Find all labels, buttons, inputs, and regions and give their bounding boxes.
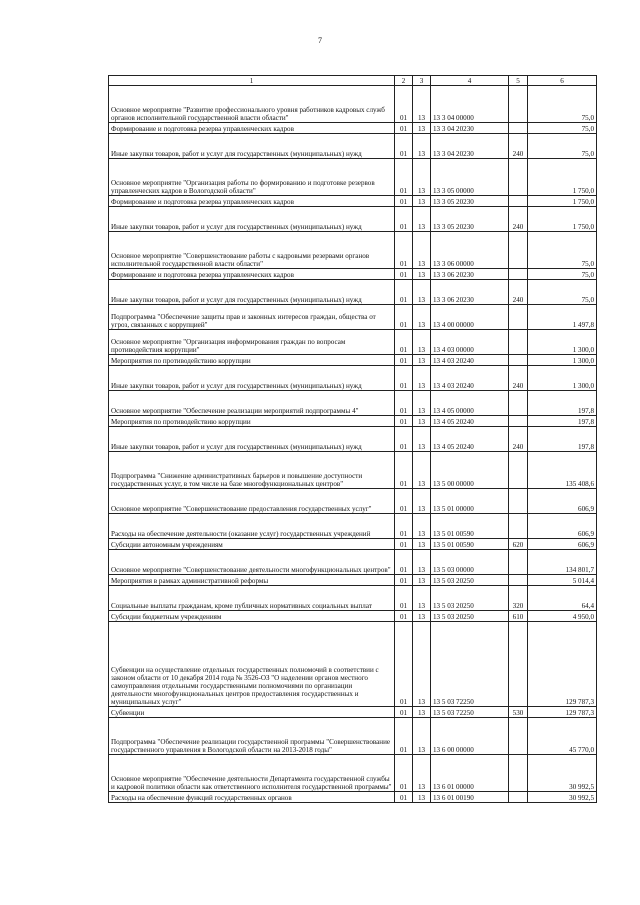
row-name: Иные закупки товаров, работ и услуг для государственных (муниципальных) нужд bbox=[109, 207, 395, 232]
row-name: Субвенции bbox=[109, 707, 395, 718]
row-section-code: 01 bbox=[395, 452, 413, 489]
row-subsection-code: 13 bbox=[413, 514, 431, 539]
row-expense-type bbox=[509, 489, 528, 514]
row-expense-type bbox=[509, 575, 528, 586]
row-section-code: 01 bbox=[395, 755, 413, 792]
row-subsection-code: 13 bbox=[413, 575, 431, 586]
row-subsection-code: 13 bbox=[413, 489, 431, 514]
row-target-article: 13 5 01 00590 bbox=[431, 514, 509, 539]
row-name: Основное мероприятие "Организация информирования граждан по вопросам противодействия коррупции" bbox=[109, 330, 395, 355]
row-name: Основное мероприятие "Обеспечение реализации мероприятий подпрограммы 4" bbox=[109, 391, 395, 416]
row-amount: 75,0 bbox=[528, 123, 597, 134]
row-section-code: 01 bbox=[395, 134, 413, 159]
row-amount: 1 300,0 bbox=[528, 366, 597, 391]
row-target-article: 13 3 04 00000 bbox=[431, 86, 509, 123]
row-subsection-code: 13 bbox=[413, 232, 431, 269]
row-expense-type bbox=[509, 86, 528, 123]
row-name: Подпрограмма "Обеспечение защиты прав и законных интересов граждан, общества от угроз, связанных с коррупцией" bbox=[109, 305, 395, 330]
table-row bbox=[109, 427, 597, 452]
row-name: Формирование и подготовка резерва управленческих кадров bbox=[109, 196, 395, 207]
row-subsection-code: 13 bbox=[413, 207, 431, 232]
row-target-article: 13 3 05 00000 bbox=[431, 159, 509, 196]
row-subsection-code: 13 bbox=[413, 159, 431, 196]
row-amount: 606,9 bbox=[528, 539, 597, 550]
row-target-article: 13 6 00 00000 bbox=[431, 718, 509, 755]
row-amount: 4 950,0 bbox=[528, 611, 597, 622]
table-row bbox=[109, 575, 597, 586]
row-expense-type bbox=[509, 196, 528, 207]
table-row bbox=[109, 755, 597, 792]
row-expense-type bbox=[509, 159, 528, 196]
table-row bbox=[109, 269, 597, 280]
table-row bbox=[109, 586, 597, 611]
row-section-code: 01 bbox=[395, 707, 413, 718]
table-row bbox=[109, 196, 597, 207]
row-expense-type bbox=[509, 792, 528, 803]
row-name: Субвенции на осуществление отдельных государственных полномочий в соответствии с законом области от 10 декабря 2014 года № 3526-ОЗ "О наделении органов местного самоуправления отдельными государственными полномочиями по организации деятельности многофункциональных центров предоставления государственных и муниципальных услуг" bbox=[109, 622, 395, 707]
row-name: Иные закупки товаров, работ и услуг для государственных (муниципальных) нужд bbox=[109, 366, 395, 391]
budget-table bbox=[108, 75, 597, 803]
row-amount: 197,8 bbox=[528, 416, 597, 427]
row-expense-type bbox=[509, 622, 528, 707]
row-subsection-code: 13 bbox=[413, 611, 431, 622]
row-section-code: 01 bbox=[395, 366, 413, 391]
row-expense-type bbox=[509, 755, 528, 792]
row-section-code: 01 bbox=[395, 123, 413, 134]
row-amount: 606,9 bbox=[528, 514, 597, 539]
row-subsection-code: 13 bbox=[413, 792, 431, 803]
row-name: Основное мероприятие "Совершенствование работы с кадровыми резервами органов исполнительной государственной власти области" bbox=[109, 232, 395, 269]
row-name: Формирование и подготовка резерва управленческих кадров bbox=[109, 269, 395, 280]
row-expense-type bbox=[509, 355, 528, 366]
row-expense-type bbox=[509, 123, 528, 134]
row-subsection-code: 13 bbox=[413, 86, 431, 123]
row-target-article: 13 5 03 20250 bbox=[431, 611, 509, 622]
row-name: Мероприятия по противодействию коррупции bbox=[109, 416, 395, 427]
row-amount: 606,9 bbox=[528, 489, 597, 514]
row-name: Иные закупки товаров, работ и услуг для государственных (муниципальных) нужд bbox=[109, 280, 395, 305]
row-target-article: 13 3 06 20230 bbox=[431, 269, 509, 280]
row-subsection-code: 13 bbox=[413, 707, 431, 718]
row-section-code: 01 bbox=[395, 539, 413, 550]
row-amount: 1 750,0 bbox=[528, 196, 597, 207]
row-subsection-code: 13 bbox=[413, 550, 431, 575]
row-name: Иные закупки товаров, работ и услуг для государственных (муниципальных) нужд bbox=[109, 427, 395, 452]
row-section-code: 01 bbox=[395, 550, 413, 575]
row-amount: 1 750,0 bbox=[528, 159, 597, 196]
row-subsection-code: 13 bbox=[413, 134, 431, 159]
row-section-code: 01 bbox=[395, 611, 413, 622]
row-target-article: 13 4 00 00000 bbox=[431, 305, 509, 330]
row-target-article: 13 5 01 00000 bbox=[431, 489, 509, 514]
header-col-2: 2 bbox=[395, 76, 413, 86]
row-section-code: 01 bbox=[395, 269, 413, 280]
row-target-article: 13 6 01 00190 bbox=[431, 792, 509, 803]
row-section-code: 01 bbox=[395, 305, 413, 330]
row-subsection-code: 13 bbox=[413, 391, 431, 416]
table-row bbox=[109, 232, 597, 269]
row-name: Мероприятия по противодействию коррупции bbox=[109, 355, 395, 366]
row-expense-type bbox=[509, 330, 528, 355]
row-subsection-code: 13 bbox=[413, 586, 431, 611]
row-name: Субсидии бюджетным учреждениям bbox=[109, 611, 395, 622]
row-target-article: 13 4 03 20240 bbox=[431, 366, 509, 391]
row-target-article: 13 6 01 00000 bbox=[431, 755, 509, 792]
table-row bbox=[109, 123, 597, 134]
table-row bbox=[109, 86, 597, 123]
row-amount: 1 300,0 bbox=[528, 355, 597, 366]
row-amount: 64,4 bbox=[528, 586, 597, 611]
table-row bbox=[109, 207, 597, 232]
row-name: Подпрограмма "Снижение административных барьеров и повышение доступности государственных услуг, в том числе на базе многофункциональных центров" bbox=[109, 452, 395, 489]
row-section-code: 01 bbox=[395, 489, 413, 514]
row-subsection-code: 13 bbox=[413, 196, 431, 207]
row-target-article: 13 4 05 20240 bbox=[431, 416, 509, 427]
row-expense-type bbox=[509, 305, 528, 330]
row-name: Основное мероприятие "Организация работы по формированию и подготовке резервов управленческих кадров в Вологодской области" bbox=[109, 159, 395, 196]
row-amount: 75,0 bbox=[528, 280, 597, 305]
table-row bbox=[109, 159, 597, 196]
row-target-article: 13 5 00 00000 bbox=[431, 452, 509, 489]
row-expense-type: 620 bbox=[509, 539, 528, 550]
row-section-code: 01 bbox=[395, 586, 413, 611]
row-expense-type: 320 bbox=[509, 586, 528, 611]
row-target-article: 13 4 05 20240 bbox=[431, 427, 509, 452]
row-expense-type bbox=[509, 269, 528, 280]
row-amount: 30 992,5 bbox=[528, 755, 597, 792]
row-target-article: 13 3 04 20230 bbox=[431, 123, 509, 134]
table-row bbox=[109, 707, 597, 718]
table-row bbox=[109, 622, 597, 707]
row-expense-type bbox=[509, 452, 528, 489]
row-section-code: 01 bbox=[395, 514, 413, 539]
row-subsection-code: 13 bbox=[413, 269, 431, 280]
row-subsection-code: 13 bbox=[413, 622, 431, 707]
row-target-article: 13 5 03 20250 bbox=[431, 586, 509, 611]
row-section-code: 01 bbox=[395, 622, 413, 707]
page-number: 7 bbox=[318, 36, 322, 45]
row-amount: 1 750,0 bbox=[528, 207, 597, 232]
row-target-article: 13 3 04 20230 bbox=[431, 134, 509, 159]
table-row bbox=[109, 391, 597, 416]
row-amount: 75,0 bbox=[528, 232, 597, 269]
row-expense-type: 240 bbox=[509, 366, 528, 391]
row-amount: 1 300,0 bbox=[528, 330, 597, 355]
row-name: Основное мероприятие "Обеспечение деятельности Департамента государственной службы и кадровой политики области как ответственного исполнителя государственной программы" bbox=[109, 755, 395, 792]
row-section-code: 01 bbox=[395, 416, 413, 427]
row-expense-type: 240 bbox=[509, 207, 528, 232]
table-row bbox=[109, 330, 597, 355]
table-row bbox=[109, 611, 597, 622]
row-section-code: 01 bbox=[395, 86, 413, 123]
row-name: Расходы на обеспечение деятельности (оказание услуг) государственных учреждений bbox=[109, 514, 395, 539]
row-section-code: 01 bbox=[395, 207, 413, 232]
row-name: Основное мероприятие "Совершенствование деятельности многофункциональных центров" bbox=[109, 550, 395, 575]
header-col-4: 4 bbox=[431, 76, 509, 86]
row-amount: 5 014,4 bbox=[528, 575, 597, 586]
row-section-code: 01 bbox=[395, 792, 413, 803]
table-row bbox=[109, 550, 597, 575]
row-subsection-code: 13 bbox=[413, 755, 431, 792]
table-row bbox=[109, 305, 597, 330]
row-amount: 1 497,8 bbox=[528, 305, 597, 330]
row-subsection-code: 13 bbox=[413, 416, 431, 427]
row-amount: 197,8 bbox=[528, 427, 597, 452]
row-amount: 75,0 bbox=[528, 134, 597, 159]
row-expense-type: 610 bbox=[509, 611, 528, 622]
row-subsection-code: 13 bbox=[413, 452, 431, 489]
row-name: Субсидии автономным учреждениям bbox=[109, 539, 395, 550]
row-amount: 45 770,0 bbox=[528, 718, 597, 755]
row-section-code: 01 bbox=[395, 427, 413, 452]
table-header bbox=[109, 76, 597, 86]
row-name: Основное мероприятие "Совершенствование предоставления государственных услуг" bbox=[109, 489, 395, 514]
row-expense-type bbox=[509, 514, 528, 539]
row-target-article: 13 5 03 72250 bbox=[431, 622, 509, 707]
row-subsection-code: 13 bbox=[413, 280, 431, 305]
row-name: Иные закупки товаров, работ и услуг для государственных (муниципальных) нужд bbox=[109, 134, 395, 159]
row-expense-type bbox=[509, 416, 528, 427]
row-name: Расходы на обеспечение функций государственных органов bbox=[109, 792, 395, 803]
table-row bbox=[109, 366, 597, 391]
row-expense-type: 530 bbox=[509, 707, 528, 718]
table-row bbox=[109, 280, 597, 305]
row-subsection-code: 13 bbox=[413, 718, 431, 755]
row-expense-type bbox=[509, 232, 528, 269]
table-body bbox=[109, 86, 597, 803]
row-name: Основное мероприятие "Развитие профессионального уровня работников кадровых служб органов исполнительной государственной власти области" bbox=[109, 86, 395, 123]
row-amount: 135 408,6 bbox=[528, 452, 597, 489]
row-expense-type bbox=[509, 391, 528, 416]
row-expense-type: 240 bbox=[509, 280, 528, 305]
row-amount: 30 992,5 bbox=[528, 792, 597, 803]
row-target-article: 13 3 05 20230 bbox=[431, 207, 509, 232]
row-section-code: 01 bbox=[395, 159, 413, 196]
row-amount: 129 787,3 bbox=[528, 622, 597, 707]
row-amount: 75,0 bbox=[528, 86, 597, 123]
table-row bbox=[109, 718, 597, 755]
row-subsection-code: 13 bbox=[413, 427, 431, 452]
table-row bbox=[109, 452, 597, 489]
row-expense-type bbox=[509, 718, 528, 755]
row-amount: 134 801,7 bbox=[528, 550, 597, 575]
row-name: Социальные выплаты гражданам, кроме публичных нормативных социальных выплат bbox=[109, 586, 395, 611]
header-col-3: 3 bbox=[413, 76, 431, 86]
table-row bbox=[109, 792, 597, 803]
row-target-article: 13 3 06 20230 bbox=[431, 280, 509, 305]
row-section-code: 01 bbox=[395, 196, 413, 207]
row-target-article: 13 3 06 00000 bbox=[431, 232, 509, 269]
row-expense-type: 240 bbox=[509, 134, 528, 159]
row-subsection-code: 13 bbox=[413, 539, 431, 550]
row-target-article: 13 4 03 00000 bbox=[431, 330, 509, 355]
row-target-article: 13 4 05 00000 bbox=[431, 391, 509, 416]
row-subsection-code: 13 bbox=[413, 355, 431, 366]
row-name: Подпрограмма "Обеспечение реализации государственной программы "Совершенствование государственного управления в Вологодской области на 2013-2018 годы" bbox=[109, 718, 395, 755]
table-row bbox=[109, 416, 597, 427]
row-target-article: 13 5 03 20250 bbox=[431, 575, 509, 586]
row-section-code: 01 bbox=[395, 575, 413, 586]
row-subsection-code: 13 bbox=[413, 330, 431, 355]
row-name: Мероприятия в рамках административной реформы bbox=[109, 575, 395, 586]
row-target-article: 13 4 03 20240 bbox=[431, 355, 509, 366]
row-section-code: 01 bbox=[395, 232, 413, 269]
row-amount: 197,8 bbox=[528, 391, 597, 416]
table-row bbox=[109, 539, 597, 550]
row-target-article: 13 5 01 00590 bbox=[431, 539, 509, 550]
row-target-article: 13 5 03 72250 bbox=[431, 707, 509, 718]
row-section-code: 01 bbox=[395, 391, 413, 416]
row-target-article: 13 5 03 00000 bbox=[431, 550, 509, 575]
row-section-code: 01 bbox=[395, 718, 413, 755]
row-name: Формирование и подготовка резерва управленческих кадров bbox=[109, 123, 395, 134]
header-row bbox=[109, 76, 597, 86]
header-col-5: 5 bbox=[509, 76, 528, 86]
header-col-6: 6 bbox=[528, 76, 597, 86]
row-subsection-code: 13 bbox=[413, 305, 431, 330]
row-section-code: 01 bbox=[395, 280, 413, 305]
table-row bbox=[109, 489, 597, 514]
row-section-code: 01 bbox=[395, 355, 413, 366]
row-subsection-code: 13 bbox=[413, 123, 431, 134]
row-expense-type bbox=[509, 550, 528, 575]
table-row bbox=[109, 514, 597, 539]
row-target-article: 13 3 05 20230 bbox=[431, 196, 509, 207]
row-section-code: 01 bbox=[395, 330, 413, 355]
row-amount: 75,0 bbox=[528, 269, 597, 280]
row-amount: 129 787,3 bbox=[528, 707, 597, 718]
row-subsection-code: 13 bbox=[413, 366, 431, 391]
header-col-1: 1 bbox=[109, 76, 395, 86]
table-row bbox=[109, 134, 597, 159]
row-expense-type: 240 bbox=[509, 427, 528, 452]
table-row bbox=[109, 355, 597, 366]
